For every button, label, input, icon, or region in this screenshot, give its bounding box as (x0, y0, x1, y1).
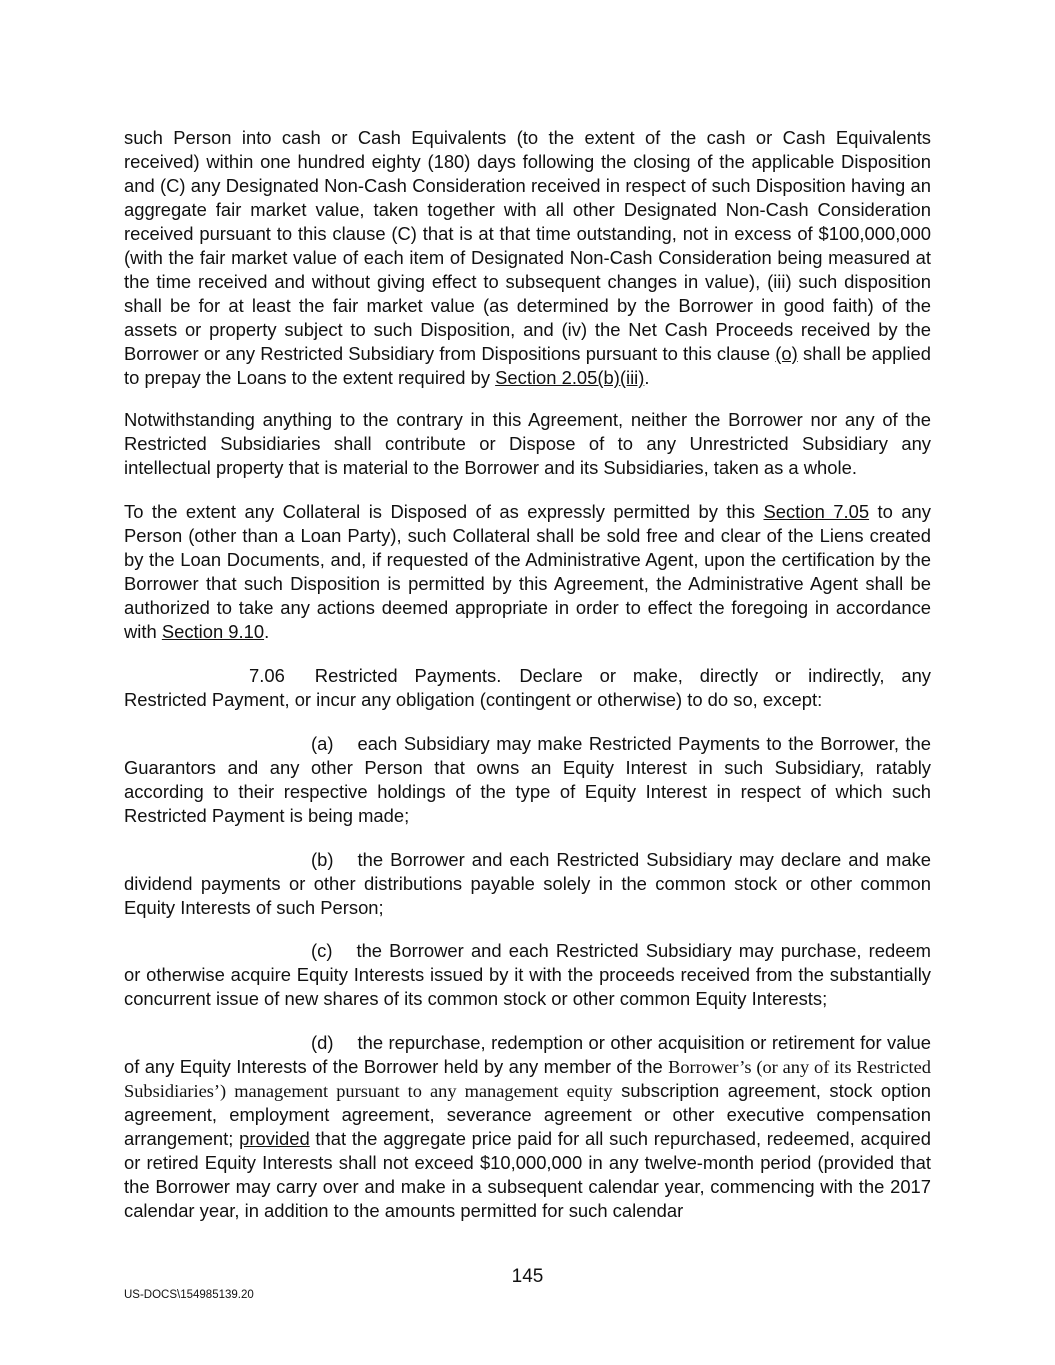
section-reference-9-10: Section 9.10 (161, 621, 265, 642)
item-text: the Borrower and each Restricted Subsidiary may purchase, redeem or otherwise acquire Equity Interests issued by it with the proceeds received from the substantially concurrent issue of new shares of its common stock or other common Equity Interests; (124, 940, 931, 1009)
paragraph-text: To the extent any Collateral is Disposed of as expressly permitted by this (124, 501, 764, 522)
list-item-c (124, 939, 931, 1011)
paragraph-text: shall be applied to prepay the Loans to the extent required by (124, 343, 931, 388)
item-text: subscription agreement, stock option agreement, employment agreement, severance agreement or other executive compensation arrangement; (124, 1080, 931, 1149)
section-title: Restricted Payments. (314, 665, 502, 686)
item-text: the Borrower and each Restricted Subsidiary may declare and make dividend payments or other distributions payable solely in the common stock or other common Equity Interests of such Person; (124, 849, 931, 918)
clause-reference-o: (o) (775, 343, 798, 364)
list-item-a (124, 732, 931, 828)
item-label: (a) (311, 733, 334, 754)
provided-term: provided (239, 1128, 310, 1149)
paragraph-notwithstanding: Notwithstanding anything to the contrary in this Agreement, neither the Borrower nor any of the Restricted Subsidiaries shall contribute or Dispose of to any Unrestricted Subsidiary any intellectual property that is material to the Borrower and its Subsidiaries, taken as a whole. (124, 409, 931, 478)
paragraph-text: to any Person (other than a Loan Party), such Collateral shall be sold free and clear of the Liens created by the Loan Documents, and, if requested of the Administrative Agent, upon the certification by the Borrower that such Disposition is permitted by this Agreement, the Administrative Agent shall be authorized to take any actions deemed appropriate in order to effect the foregoing in accordance with (124, 501, 931, 642)
paragraph-text: such Person into cash or Cash Equivalents (to the extent of the cash or Cash Equivalents received) within one hundred eighty (180) days following the closing of the applicable Disposition and (C) any Designated Non-Cash Consideration received in respect of such Disposition having an aggregate fair market value, taken together with all other Designated Non-Cash Consideration received pursuant to this clause (C) that is at that time outstanding, not in excess of $100,000,000 (with the fair market value of each item of Designated Non-Cash Consideration being measured at the time received and without giving effect to subsequent changes in value), (iii) such disposition shall be for at least the fair market value (as determined by the Borrower in good faith) of the assets or property subject to such Disposition, and (iv) the Net Cash Proceeds received by the Borrower or any Restricted Subsidiary from Dispositions pursuant to this clause (124, 127, 931, 364)
section-text: Declare or make, directly or indirectly, any Restricted Payment, or incur any obligation (contingent or otherwise) to do so, except: (124, 665, 931, 710)
item-text-serif: Borrower’s (or any of its Restricted Subsidiaries’) management pursuant to any management equity (124, 1057, 931, 1101)
paragraph-text: . (644, 367, 650, 388)
item-text: that the aggregate price paid for all such repurchased, redeemed, acquired or retired Equity Interests shall not exceed $10,000,000 in any twelve-month period (provided that the Borrower may carry over and make in a subsequent calendar year, commencing with the 2017 calendar year, in addition to the amounts permitted for such calendar (124, 1128, 931, 1221)
item-label: (c) (311, 940, 333, 961)
item-text: the repurchase, redemption or other acquisition or retirement for value of any Equity Interests of the Borrower held by any member of the (124, 1032, 931, 1077)
paragraph-collateral-disposed (124, 500, 931, 644)
paragraph-disposition-continued (124, 126, 931, 390)
item-label: (d) (311, 1032, 334, 1053)
paragraph-text: . (264, 621, 270, 642)
document-id: US-DOCS\154985139.20 (124, 1289, 254, 1301)
list-item-d (124, 1031, 931, 1223)
section-reference-2-05: Section 2.05(b)(iii) (495, 367, 645, 388)
list-item-b (124, 848, 931, 920)
item-label: (b) (311, 849, 334, 870)
section-reference-7-05: Section 7.05 (763, 501, 870, 522)
section-number: 7.06 (249, 665, 285, 686)
item-text: each Subsidiary may make Restricted Payments to the Borrower, the Guarantors and any other Person that owns an Equity Interest in such Subsidiary, ratably according to their respective holdings of the type of Equity Interest in respect of which such Restricted Payment is being made; (124, 733, 931, 826)
section-7-06-restricted-payments (124, 664, 931, 712)
page-number: 145 (511, 1266, 544, 1287)
